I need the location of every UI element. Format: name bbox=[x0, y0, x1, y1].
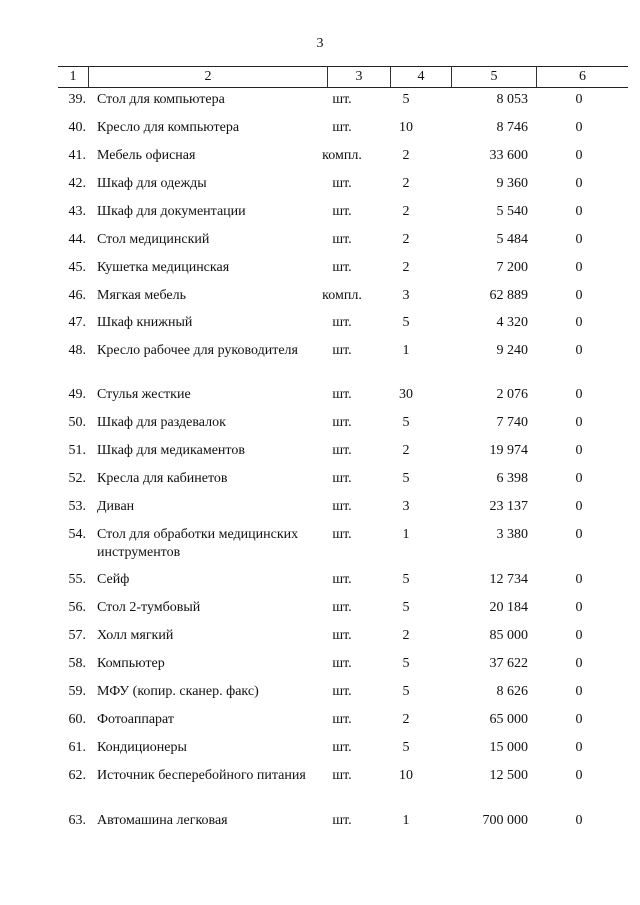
row-name: Стол для обработки медицинских инструментов bbox=[97, 527, 299, 560]
row-quantity: 30 bbox=[399, 387, 413, 402]
row-cost: 8 626 bbox=[496, 684, 528, 699]
row-number: 44. bbox=[68, 232, 86, 247]
row-unit: шт. bbox=[332, 92, 352, 107]
row-quantity: 10 bbox=[399, 768, 413, 783]
row-col6: 0 bbox=[575, 176, 583, 191]
row-quantity: 2 bbox=[402, 628, 410, 643]
row-quantity: 5 bbox=[402, 600, 410, 615]
row-unit: шт. bbox=[332, 684, 352, 699]
row-name: Кресла для кабинетов bbox=[97, 471, 228, 486]
header-col-6: 6 bbox=[579, 69, 586, 84]
row-col6: 0 bbox=[575, 499, 583, 514]
row-col6: 0 bbox=[575, 572, 583, 587]
row-col6: 0 bbox=[575, 443, 583, 458]
row-col6: 0 bbox=[575, 600, 583, 615]
row-quantity: 2 bbox=[402, 443, 410, 458]
row-name: Автомашина легковая bbox=[97, 813, 228, 828]
row-number: 60. bbox=[68, 712, 86, 727]
row-quantity: 5 bbox=[402, 740, 410, 755]
row-quantity: 2 bbox=[402, 176, 410, 191]
row-unit: шт. bbox=[332, 499, 352, 514]
row-cost: 20 184 bbox=[489, 600, 528, 615]
row-number: 43. bbox=[68, 204, 86, 219]
row-number: 42. bbox=[68, 176, 86, 191]
page-number: 3 bbox=[316, 36, 324, 51]
row-cost: 33 600 bbox=[489, 148, 528, 163]
row-name: Стулья жесткие bbox=[97, 387, 191, 402]
row-cost: 19 974 bbox=[489, 443, 528, 458]
row-quantity: 5 bbox=[402, 684, 410, 699]
row-number: 56. bbox=[68, 600, 86, 615]
row-col6: 0 bbox=[575, 740, 583, 755]
row-number: 53. bbox=[68, 499, 86, 514]
row-name: Кушетка медицинская bbox=[97, 260, 230, 275]
row-name: Компьютер bbox=[97, 656, 165, 671]
row-col6: 0 bbox=[575, 813, 583, 828]
row-name: МФУ (копир. сканер. факс) bbox=[97, 684, 259, 699]
row-number: 51. bbox=[68, 443, 86, 458]
row-number: 57. bbox=[68, 628, 86, 643]
row-col6: 0 bbox=[575, 684, 583, 699]
row-name: Стол 2-тумбовый bbox=[97, 600, 201, 615]
row-number: 62. bbox=[68, 768, 86, 783]
row-quantity: 2 bbox=[402, 260, 410, 275]
row-number: 50. bbox=[68, 415, 86, 430]
row-unit: шт. bbox=[332, 572, 352, 587]
row-cost: 23 137 bbox=[489, 499, 528, 514]
row-col6: 0 bbox=[575, 288, 583, 303]
row-unit: шт. bbox=[332, 656, 352, 671]
row-cost: 5 540 bbox=[496, 204, 528, 219]
row-name: Сейф bbox=[97, 572, 130, 587]
row-number: 61. bbox=[68, 740, 86, 755]
row-unit: шт. bbox=[332, 120, 352, 135]
row-unit: шт. bbox=[332, 768, 352, 783]
row-quantity: 2 bbox=[402, 232, 410, 247]
row-col6: 0 bbox=[575, 768, 583, 783]
row-unit: шт. bbox=[332, 712, 352, 727]
row-name: Шкаф для медикаментов bbox=[97, 443, 245, 458]
row-cost: 4 320 bbox=[496, 315, 528, 330]
header-col-1: 1 bbox=[69, 69, 77, 84]
row-unit: шт. bbox=[332, 204, 352, 219]
row-number: 63. bbox=[68, 813, 86, 828]
row-unit: шт. bbox=[332, 176, 352, 191]
row-number: 49. bbox=[68, 387, 86, 402]
row-col6: 0 bbox=[575, 387, 583, 402]
row-number: 54. bbox=[68, 527, 86, 542]
row-unit: шт. bbox=[332, 387, 352, 402]
row-number: 59. bbox=[68, 684, 86, 699]
row-col6: 0 bbox=[575, 260, 583, 275]
row-col6: 0 bbox=[575, 148, 583, 163]
row-col6: 0 bbox=[575, 527, 583, 542]
row-name: Кресло для компьютера bbox=[97, 120, 240, 135]
row-number: 58. bbox=[68, 656, 86, 671]
row-quantity: 5 bbox=[402, 471, 410, 486]
row-cost: 37 622 bbox=[489, 656, 528, 671]
row-quantity: 5 bbox=[402, 315, 410, 330]
row-cost: 5 484 bbox=[496, 232, 528, 247]
row-cost: 85 000 bbox=[489, 628, 528, 643]
row-number: 48. bbox=[68, 343, 86, 358]
row-name: Мебель офисная bbox=[97, 148, 196, 163]
row-cost: 3 380 bbox=[496, 527, 528, 542]
row-name: Кондиционеры bbox=[97, 740, 187, 755]
row-quantity: 5 bbox=[402, 92, 410, 107]
row-quantity: 2 bbox=[402, 148, 410, 163]
row-number: 55. bbox=[68, 572, 86, 587]
row-col6: 0 bbox=[575, 204, 583, 219]
row-name: Стол медицинский bbox=[97, 232, 210, 247]
row-unit: шт. bbox=[332, 343, 352, 358]
row-unit: шт. bbox=[332, 232, 352, 247]
row-unit: шт. bbox=[332, 415, 352, 430]
row-unit: шт. bbox=[332, 527, 352, 542]
row-col6: 0 bbox=[575, 92, 583, 107]
row-name: Шкаф для раздевалок bbox=[97, 415, 226, 430]
row-unit: шт. bbox=[332, 813, 352, 828]
row-name: Диван bbox=[97, 499, 135, 514]
row-cost: 12 500 bbox=[489, 768, 528, 783]
row-col6: 0 bbox=[575, 120, 583, 135]
row-cost: 9 360 bbox=[496, 176, 528, 191]
row-col6: 0 bbox=[575, 315, 583, 330]
row-unit: шт. bbox=[332, 628, 352, 643]
header-col-4: 4 bbox=[417, 69, 425, 84]
row-col6: 0 bbox=[575, 415, 583, 430]
row-cost: 7 740 bbox=[496, 415, 528, 430]
row-name: Шкаф для одежды bbox=[97, 176, 207, 191]
row-quantity: 5 bbox=[402, 572, 410, 587]
row-number: 52. bbox=[68, 471, 86, 486]
row-quantity: 10 bbox=[399, 120, 413, 135]
row-cost: 7 200 bbox=[496, 260, 528, 275]
row-unit: компл. bbox=[322, 288, 362, 303]
row-name: Мягкая мебель bbox=[97, 288, 186, 303]
row-name: Шкаф для документации bbox=[97, 204, 246, 219]
row-unit: шт. bbox=[332, 740, 352, 755]
row-quantity: 2 bbox=[402, 204, 410, 219]
header-col-3: 3 bbox=[355, 69, 363, 84]
row-unit: шт. bbox=[332, 471, 352, 486]
row-col6: 0 bbox=[575, 712, 583, 727]
header-col-2: 2 bbox=[204, 69, 212, 84]
row-col6: 0 bbox=[575, 343, 583, 358]
row-unit: шт. bbox=[332, 443, 352, 458]
row-col6: 0 bbox=[575, 232, 583, 247]
row-cost: 2 076 bbox=[496, 387, 528, 402]
row-name: Холл мягкий bbox=[97, 628, 174, 643]
row-number: 47. bbox=[68, 315, 86, 330]
table-header bbox=[58, 66, 628, 88]
row-name: Источник бесперебойного питания bbox=[97, 768, 306, 783]
row-name: Кресло рабочее для руководителя bbox=[97, 343, 298, 358]
row-cost: 12 734 bbox=[489, 572, 528, 587]
row-unit: шт. bbox=[332, 260, 352, 275]
row-cost: 6 398 bbox=[496, 471, 528, 486]
row-cost: 700 000 bbox=[482, 813, 528, 828]
row-quantity: 5 bbox=[402, 656, 410, 671]
row-col6: 0 bbox=[575, 471, 583, 486]
row-quantity: 5 bbox=[402, 415, 410, 430]
row-cost: 15 000 bbox=[489, 740, 528, 755]
row-cost: 9 240 bbox=[496, 343, 528, 358]
row-number: 40. bbox=[68, 120, 86, 135]
row-unit: шт. bbox=[332, 315, 352, 330]
row-name: Стол для компьютера bbox=[97, 92, 225, 107]
row-col6: 0 bbox=[575, 628, 583, 643]
row-quantity: 1 bbox=[402, 813, 410, 828]
row-cost: 8 053 bbox=[496, 92, 528, 107]
row-number: 45. bbox=[68, 260, 86, 275]
row-cost: 8 746 bbox=[496, 120, 528, 135]
row-cost: 65 000 bbox=[489, 712, 528, 727]
header-col-5: 5 bbox=[490, 69, 498, 84]
row-name: Фотоаппарат bbox=[97, 712, 175, 727]
row-quantity: 1 bbox=[402, 343, 410, 358]
row-unit: компл. bbox=[322, 148, 362, 163]
row-quantity: 1 bbox=[402, 527, 410, 542]
row-number: 46. bbox=[68, 288, 86, 303]
row-number: 41. bbox=[68, 148, 86, 163]
row-quantity: 3 bbox=[402, 288, 410, 303]
row-cost: 62 889 bbox=[489, 288, 528, 303]
row-col6: 0 bbox=[575, 656, 583, 671]
row-quantity: 3 bbox=[402, 499, 410, 514]
row-name: Шкаф книжный bbox=[97, 315, 193, 330]
row-quantity: 2 bbox=[402, 712, 410, 727]
row-unit: шт. bbox=[332, 600, 352, 615]
row-number: 39. bbox=[68, 92, 86, 107]
